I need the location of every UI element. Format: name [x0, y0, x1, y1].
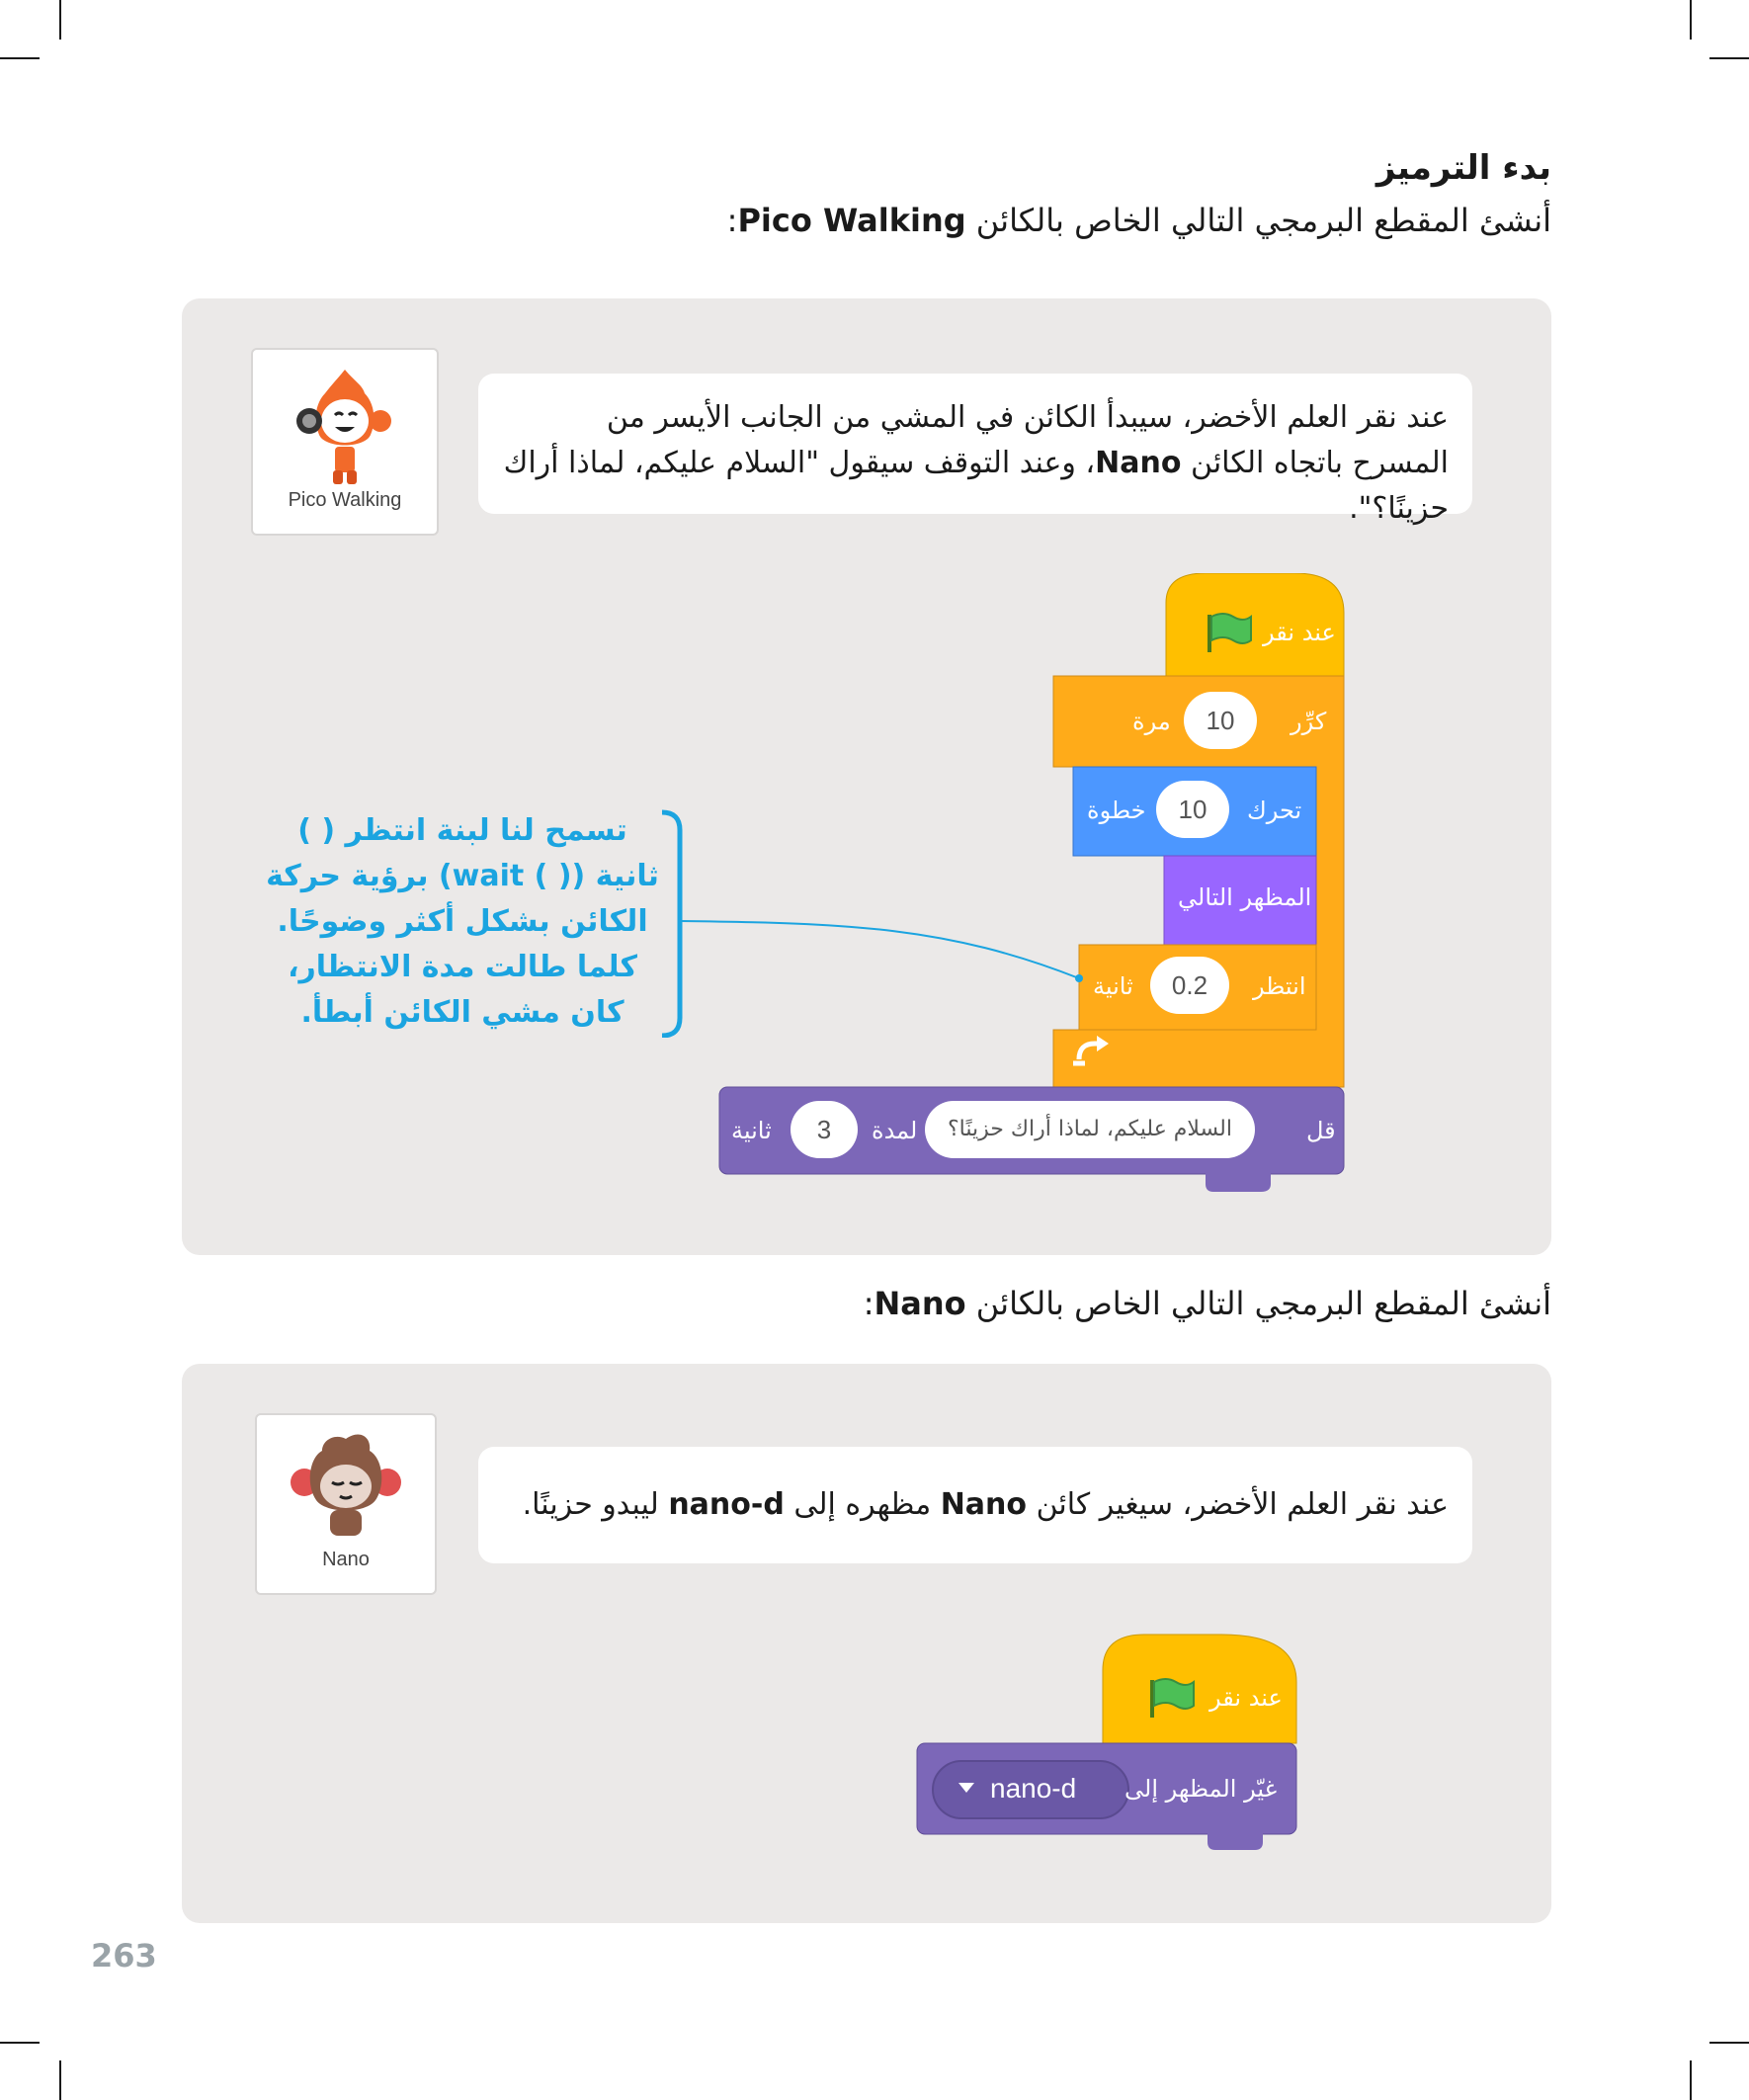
colon: :: [863, 1285, 874, 1322]
crop-mark: [0, 57, 40, 59]
instruction-sprite: Pico Walking: [737, 202, 966, 239]
description-nano: [478, 1447, 1472, 1563]
pico-sprite-icon: [286, 364, 404, 492]
repeat-label: كرِّر: [1291, 708, 1327, 735]
description-pico: [478, 374, 1472, 526]
instruction-nano: [864, 1285, 1551, 1322]
crop-mark: [59, 2060, 61, 2100]
description-bold: Nano: [1095, 446, 1182, 480]
callout-line: كان مشي الكائن أبطأ.: [300, 995, 625, 1030]
callout-line: ثانية (( ) wait) برؤية حركة: [266, 859, 659, 893]
crop-mark: [1709, 2042, 1749, 2044]
switch-costume-label: غيّر المظهر إلى: [1124, 1775, 1278, 1803]
sprite-card-pico[interactable]: [251, 348, 439, 536]
description-bold: nano-d: [668, 1487, 785, 1522]
say-seconds-input[interactable]: 3: [791, 1101, 858, 1158]
script-nano: [909, 1631, 1304, 1858]
callout-line: الكائن بشكل أكثر وضوحًا.: [277, 904, 648, 939]
sprite-card-nano[interactable]: [255, 1413, 437, 1595]
move-steps-input[interactable]: 10: [1156, 781, 1229, 838]
page-number: 263: [91, 1937, 157, 1974]
say-text-input[interactable]: السلام عليكم، لماذا أراك حزينًا؟: [925, 1101, 1255, 1158]
wait-block-callout: [265, 808, 660, 1036]
wait-label: انتظر: [1253, 972, 1306, 1000]
callout-line: كلما طالت مدة الانتظار،: [288, 950, 637, 984]
move-label: تحرك: [1247, 797, 1302, 824]
instruction-text: أنشئ المقطع البرمجي التالي الخاص بالكائن: [975, 202, 1551, 239]
next-costume-label: المظهر التالي: [1178, 883, 1312, 911]
repeat-unit: مرة: [1132, 708, 1171, 735]
wait-seconds-input[interactable]: 0.2: [1150, 957, 1229, 1014]
description-text: ، وعند التوقف سيقول "السلام عليكم، لماذا أراك حزينًا؟".: [503, 446, 1449, 526]
crop-mark: [1709, 57, 1749, 59]
say-for-label: لمدة: [872, 1117, 918, 1144]
instruction-text: أنشئ المقطع البرمجي التالي الخاص بالكائن: [975, 1285, 1551, 1322]
description-bold: Nano: [940, 1487, 1028, 1522]
say-unit: ثانية: [731, 1117, 772, 1144]
section-title: بدء الترميز: [1375, 148, 1551, 188]
repeat-count-input[interactable]: 10: [1184, 692, 1257, 749]
crop-mark: [0, 2042, 40, 2044]
description-text: ليبدو حزينًا.: [522, 1487, 669, 1522]
sprite-name: Pico Walking: [288, 489, 402, 511]
crop-mark: [59, 0, 61, 40]
description-text: عند نقر العلم الأخضر، سيغير كائن: [1027, 1487, 1449, 1522]
move-unit: خطوة: [1087, 797, 1146, 824]
costume-dropdown-value: nano-d: [990, 1773, 1077, 1804]
description-text: عند نقر العلم الأخضر، سيبدأ الكائن في المشي من الجانب الأيسر من المسرح باتجاه الكائن: [606, 400, 1449, 480]
description-text: مظهره إلى: [784, 1487, 941, 1522]
when-flag-label: عند نقر: [1263, 619, 1336, 646]
instruction-pico: [727, 202, 1551, 239]
nano-sprite-icon: [287, 1427, 405, 1546]
colon: :: [726, 202, 738, 239]
wait-unit: ثانية: [1093, 972, 1133, 1000]
crop-mark: [1690, 0, 1692, 40]
crop-mark: [1690, 2060, 1692, 2100]
callout-connector: [593, 800, 1087, 1038]
sprite-name: Nano: [322, 1549, 370, 1570]
callout-line: تسمح لنا لبنة انتظر ( ): [297, 813, 627, 848]
when-flag-label: عند نقر: [1209, 1684, 1283, 1712]
instruction-sprite: Nano: [874, 1285, 966, 1322]
say-label: قل: [1306, 1117, 1336, 1144]
